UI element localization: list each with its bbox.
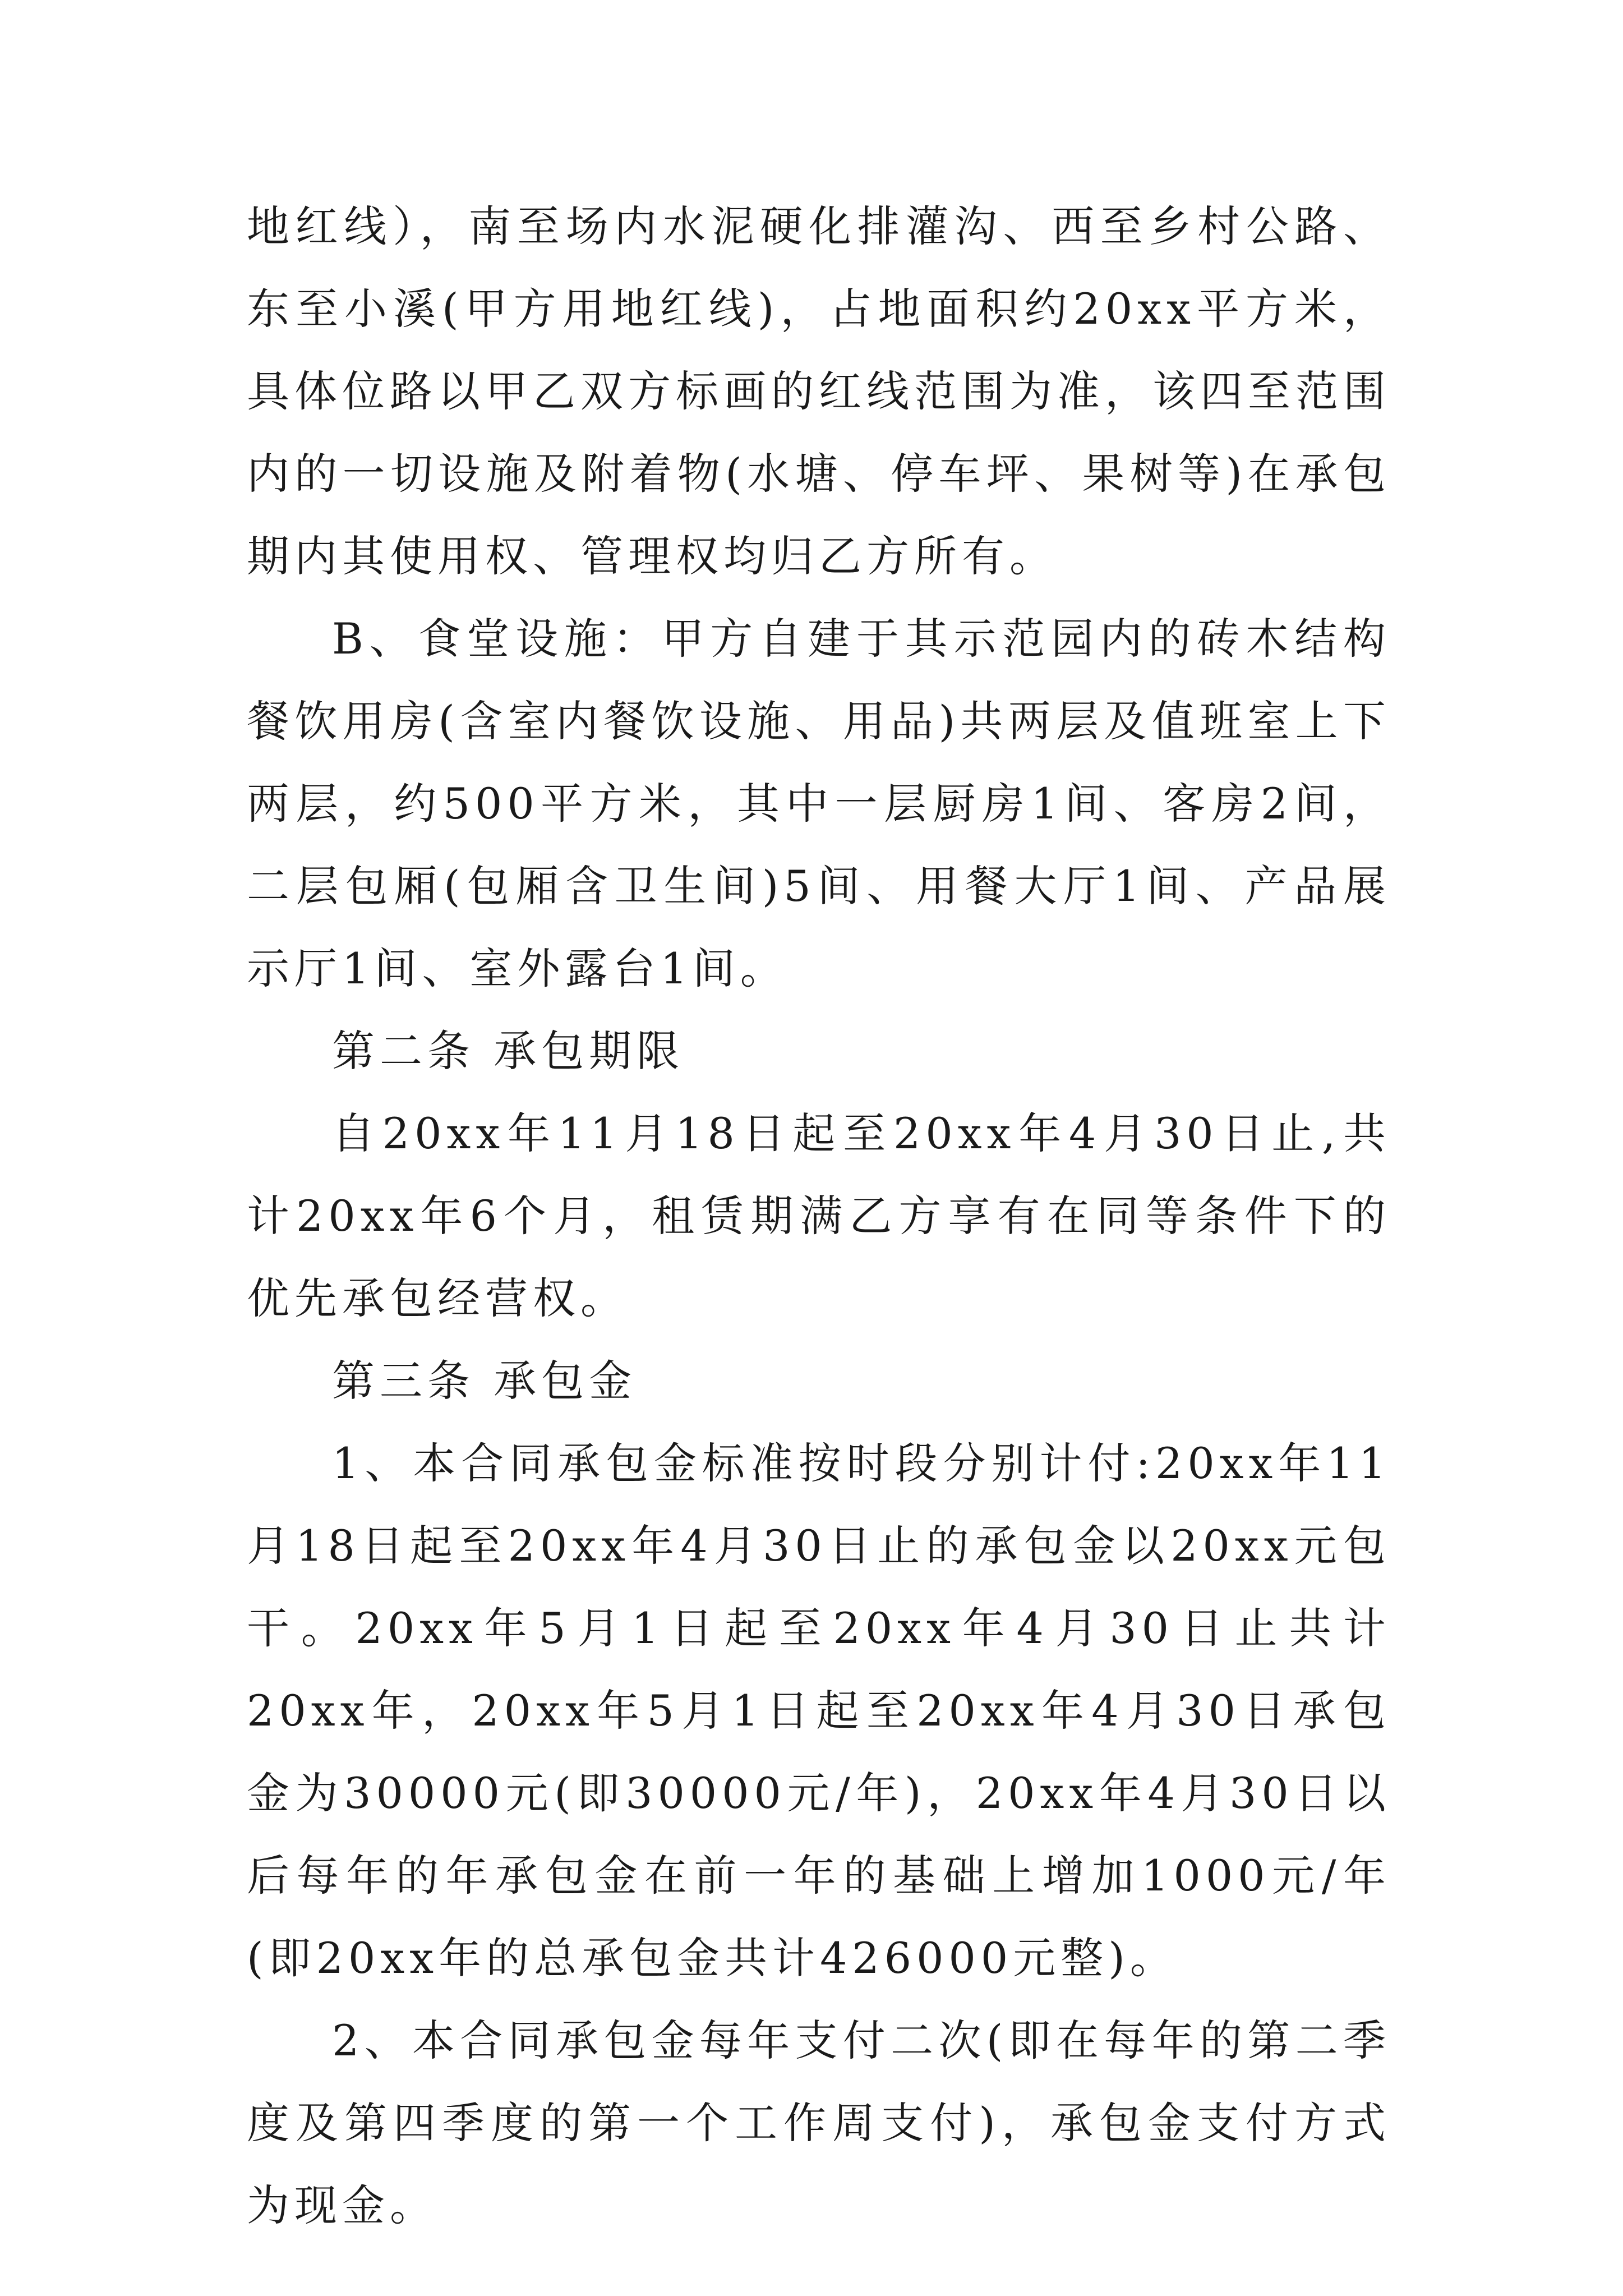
document-body [247, 185, 1391, 2247]
paragraph-canteen-facilities: B、食堂设施：甲方自建于其示范园内的砖木结构餐饮用房(含室内餐饮设施、用品)共两层及值班室上下两层，约500平方米，其中一层厨房1间、客房2间，二层包厢(包厢含卫生间)5间、用餐大厅1间、产品展示厅1间、室外露台1间。 [247, 614, 1391, 993]
paragraph-contract-term: 自20xx年11月18日起至20xx年4月30日止,共计20xx年6个月，租赁期满乙方享有在同等条件下的优先承包经营权。 [247, 1108, 1391, 1323]
heading-article-2: 第二条 承包期限 [332, 1026, 685, 1076]
heading-article-3: 第三条 承包金 [332, 1356, 637, 1406]
paragraph-payment-method: 2、本合同承包金每年支付二次(即在每年的第二季度及第四季度的第一个工作周支付)，承包金支付方式为现金。 [247, 2016, 1391, 2230]
paragraph-site-boundary: 地红线），南至场内水泥硬化排灌沟、西至乡村公路、东至小溪(甲方用地红线)，占地面积约20xx平方米，具体位路以甲乙双方标画的红线范围为准，该四至范围内的一切设施及附着物(水塘、停车坪、果树等)在承包期内其使用权、管理权均归乙方所有。 [247, 201, 1391, 581]
paragraph-fee-standard: 1、本合同承包金标准按时段分别计付:20xx年11月18日起至20xx年4月30日止的承包金以20xx元包干。20xx年5月1日起至20xx年4月30日止共计20xx年，20xx年5月1日起至20xx年4月30日承包金为30000元(即30000元/年)，20xx年4月30日以后每年的年承包金在前一年的基础上增加1000元/年(即20xx年的总承包金共计426000元整)。 [247, 1438, 1391, 1983]
